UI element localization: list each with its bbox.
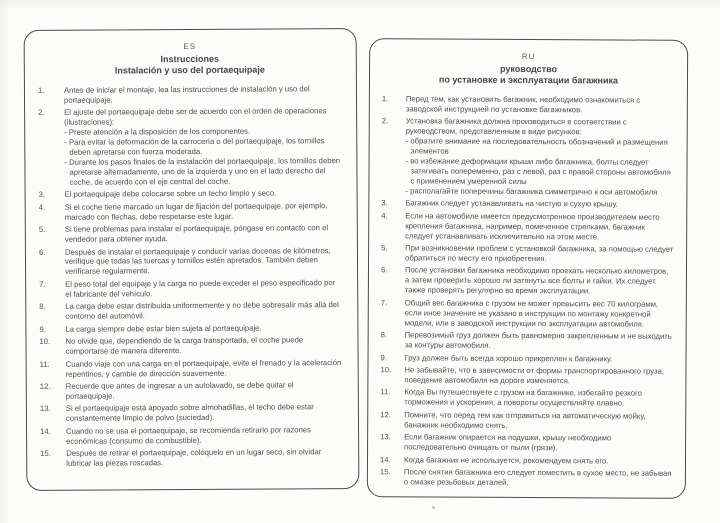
item-text: Груз должен быть всегда хорошо прикреплен к багажнику. — [404, 352, 613, 363]
instruction-item — [381, 198, 674, 209]
instruction-item — [39, 201, 343, 223]
item-number: 4. — [38, 202, 46, 212]
item-text: Перед тем, как установить багажник, необходимо ознакомиться с заводской инструкцией по установке багажников. — [405, 94, 641, 115]
item-number: 10. — [380, 365, 392, 375]
item-number: 2. — [38, 108, 45, 118]
item-subpoint: - располагайте поперечины багажника симметрично к оси автомобиля — [405, 186, 658, 197]
item-subpoint: - Preste atención a la disposición de los componentes. — [64, 126, 251, 137]
item-number: 1. — [37, 85, 45, 95]
instruction-item — [38, 84, 342, 106]
item-text: Después de retirar el portaequipaje, colóquelo en un lugar seco, sin olvidar lubricar las piezas roscadas. — [66, 447, 322, 468]
item-text: No olvide que, dependiendo de la carga transportada, el coche puede comportarse de manera diferente. — [65, 335, 304, 356]
item-text: Recuerde que antes de ingresar a un autolavado, se debe quitar el portaequipaje. — [65, 380, 294, 401]
instruction-item — [39, 223, 343, 245]
instruction-item — [39, 323, 343, 335]
item-number: 7. — [39, 279, 46, 289]
item-number: 15. — [379, 467, 391, 477]
instruction-item — [38, 106, 342, 187]
item-text: Después de instalar el portaequipaje y conducir varias docenas de kilómetros, verifique que todas las tuercas y tornillos estén apretados. También deben verificarse regularmente. — [64, 245, 331, 277]
instruction-item — [39, 278, 343, 300]
instruction-item — [380, 388, 673, 409]
instruction-item — [39, 246, 343, 278]
item-number: 8. — [380, 330, 388, 340]
instruction-item — [381, 243, 674, 264]
instruction-item — [380, 365, 673, 386]
item-text: После снятия багажника его следует поместить в сухое место, не забывая о смазке резьбовых деталей. — [403, 467, 672, 487]
item-subpoint: - обратите внимание на последовательность обозначений и размещения элементов — [405, 136, 668, 156]
item-number: 9. — [39, 324, 46, 334]
panel-instructions-es — [24, 28, 360, 491]
instruction-item — [39, 335, 343, 357]
item-text: Не забывайте, что в зависимости от формы транспортированного груза, поведение автомобиля на дороге изменяется. — [404, 365, 664, 386]
item-text: Si tiene problemas para instalar el portaequipaje, póngase en contacto con el vendedor para obtener ayuda. — [64, 223, 329, 244]
item-number: 1. — [381, 94, 389, 104]
item-number: 3. — [38, 190, 46, 200]
item-number: 6. — [380, 265, 388, 275]
item-text: La carga debe estar distribuida uniformemente y no debe sobresalir más allá del contorno del automóvil. — [65, 300, 339, 321]
item-number: 5. — [381, 243, 388, 253]
item-number: 6. — [38, 247, 46, 257]
item-number: 7. — [380, 298, 388, 308]
item-text: Если на автомобиле имеется предусмотренное производителем место крепления багажника, например, помеченное стрелками, багажник следует устанавливать исключительно на этом месте. — [405, 211, 660, 241]
item-number: 15. — [40, 449, 51, 459]
instruction-item — [40, 425, 344, 447]
panel-subtitle-ru: по установке и эксплуатации багажника — [438, 74, 619, 86]
scan-speck — [432, 506, 435, 509]
instruction-item — [381, 353, 674, 364]
item-number: 14. — [40, 426, 51, 436]
item-text: Cuando viaje con una carga en el portaequipaje, evite el frenado y la aceleración repentinos, y cambie de dirección suavemente. — [65, 357, 342, 379]
item-text: Si el coche tiene marcado un lugar de fijación del portaequipaje, por ejemplo, marcado con flechas, debe respetarse este lugar. — [64, 200, 328, 222]
item-subpoint: - Para evitar la deformación de la carrocería o del portaequipaje, los tornillos deben apretarse con fuerza moderada. — [64, 136, 325, 157]
item-subpoint: - во избежание деформации крыши либо багажника, болты следует затягивать попеременно, раз с левой, раз с правой стороны автомобиля с применением умеренной силы — [405, 156, 671, 186]
item-number: 2. — [381, 116, 389, 126]
item-text: Перевозимый груз должен быть равномерно закрепленным и не выходить за контуры автомобиля. — [404, 330, 672, 350]
item-text: Помните, что перед тем как отправиться на автоматическую мойку, банажник необходимо снять. — [404, 410, 646, 430]
instruction-item — [380, 410, 673, 431]
item-number: 12. — [39, 381, 51, 391]
instruction-item — [40, 447, 344, 469]
item-number: 9. — [380, 352, 387, 362]
panel-subtitle-es: Instalación y uso del portaequipaje — [114, 64, 265, 76]
instruction-item — [381, 330, 674, 351]
item-text: Когда Вы путешествуете с грузом на багажнике, избегайте резкого торможения и ускорения, а повороты осуществляйте плавно. — [404, 387, 642, 408]
item-text: El ajuste del portaequipaje debe ser de acuerdo con el orden de operaciones (ilustraciones): - Preste atención a la disposición de los componentes. - Para evitar la deformación de la carrocería o del portaequipaje, los tornillos deben apretarse con fuerza moderada. - Durante los pasos finales de la instalación del portaequipaje, los tornillos deben apretarse alternadamente, uno de la izquierda y uno en el lado derecho del coche, de acuerdo con el eje central del coche. — [64, 106, 342, 187]
instruction-item — [381, 211, 674, 242]
item-text: Когда багажник не используется, рекомендуем снять его. — [403, 454, 609, 466]
instruction-list-es — [38, 84, 344, 469]
item-number: 8. — [39, 302, 46, 312]
panel-title-ru: руководство — [500, 63, 558, 75]
instruction-item — [380, 432, 673, 453]
item-number: 4. — [381, 210, 388, 221]
item-number: 3. — [381, 198, 388, 208]
language-code-ru: RU — [521, 51, 536, 62]
panel-instructions-ru — [367, 38, 688, 499]
item-text: Si el portaequipaje está apoyado sobre almohadillas, el techo debe estar constantemente limpio de polvo (suciedad). — [65, 402, 314, 424]
item-text: Установка багажника должна производиться в соответствии с руководством, представленным в виде рисунков: - обратите внимание на последовательность обозначений и размещения элементов - во избежание деформации крыши либо багажника, болты следует затягивать попеременно, раз с левой, раз с правой стороны автомобиля с применением умеренной силы - располагайте поперечины багажника симметрично к оси автомобиля — [405, 117, 674, 198]
item-subpoint: - Durante los pasos finales de la instalación del portaequipaje, los tornillos deben apretarse alternadamente, uno de la izquierda y uno en el lado derecho del coche, de acuerdo con el eje central del coche. — [64, 156, 341, 187]
instruction-item — [381, 298, 674, 329]
item-number: 13. — [39, 404, 51, 414]
panel-title-es: Instrucciones — [160, 53, 220, 65]
item-number: 5. — [38, 225, 46, 235]
item-text: После установки багажника необходимо проехать несколько километров, а затем проверить хорошо ли затянуты все болты и гайки. Их следует также проверять регулярно во время эксплуатации. — [404, 265, 669, 296]
instruction-item — [381, 266, 674, 297]
item-text: Общий вес багажника с грузом не может превысить вес 70 килограмм, если иное значение не указано в инструкции по монтажу конкретной модели, или в заводской инструкции по эксплуатации автомобиля. — [404, 298, 659, 329]
item-number: 12. — [380, 410, 391, 420]
item-text: Antes de iniciar el montaje, lea las instrucciones de instalación y uso del portaequipaje. — [63, 84, 310, 105]
item-number: 10. — [39, 337, 51, 347]
instruction-item — [40, 402, 344, 424]
item-text: Багажник следует устанавливать на чистую и сухую крышу. — [405, 198, 618, 209]
item-text: Если багажник опирается на подушки, крышу необходимо последовательно очищать от пыли (грязи). — [404, 432, 612, 453]
item-text: Cuando no se usa el portaequipaje, se recomienda retirarlo por razones económicas (consumo de combustible). — [66, 425, 311, 446]
item-number: 13. — [380, 432, 391, 442]
instruction-item — [40, 358, 344, 380]
instruction-item — [380, 455, 673, 466]
item-text: El portaequipaje debe colocarse sobre un techo limpio y seco. — [64, 188, 277, 200]
item-text: El peso total del equipaje y la carga no puede exceder el peso especificado por el fabricante del vehículo. — [65, 277, 336, 299]
instruction-list-ru — [380, 94, 675, 488]
item-number: 14. — [379, 454, 391, 464]
instruction-item — [39, 300, 343, 322]
item-number: 11. — [380, 387, 391, 397]
instruction-item — [381, 117, 674, 198]
item-number: 11. — [39, 359, 50, 369]
instruction-item — [39, 188, 343, 200]
language-code-es: ES — [183, 41, 197, 52]
instruction-item — [40, 380, 344, 402]
instruction-item — [380, 467, 673, 488]
item-text: La carga siempre debe estar bien sujeta al portaequipaje. — [65, 323, 262, 334]
instruction-item — [382, 94, 675, 115]
item-text: При возникновении проблем с установкой багажника, за помощью следует обратиться по месту его приобретения. — [405, 243, 674, 264]
